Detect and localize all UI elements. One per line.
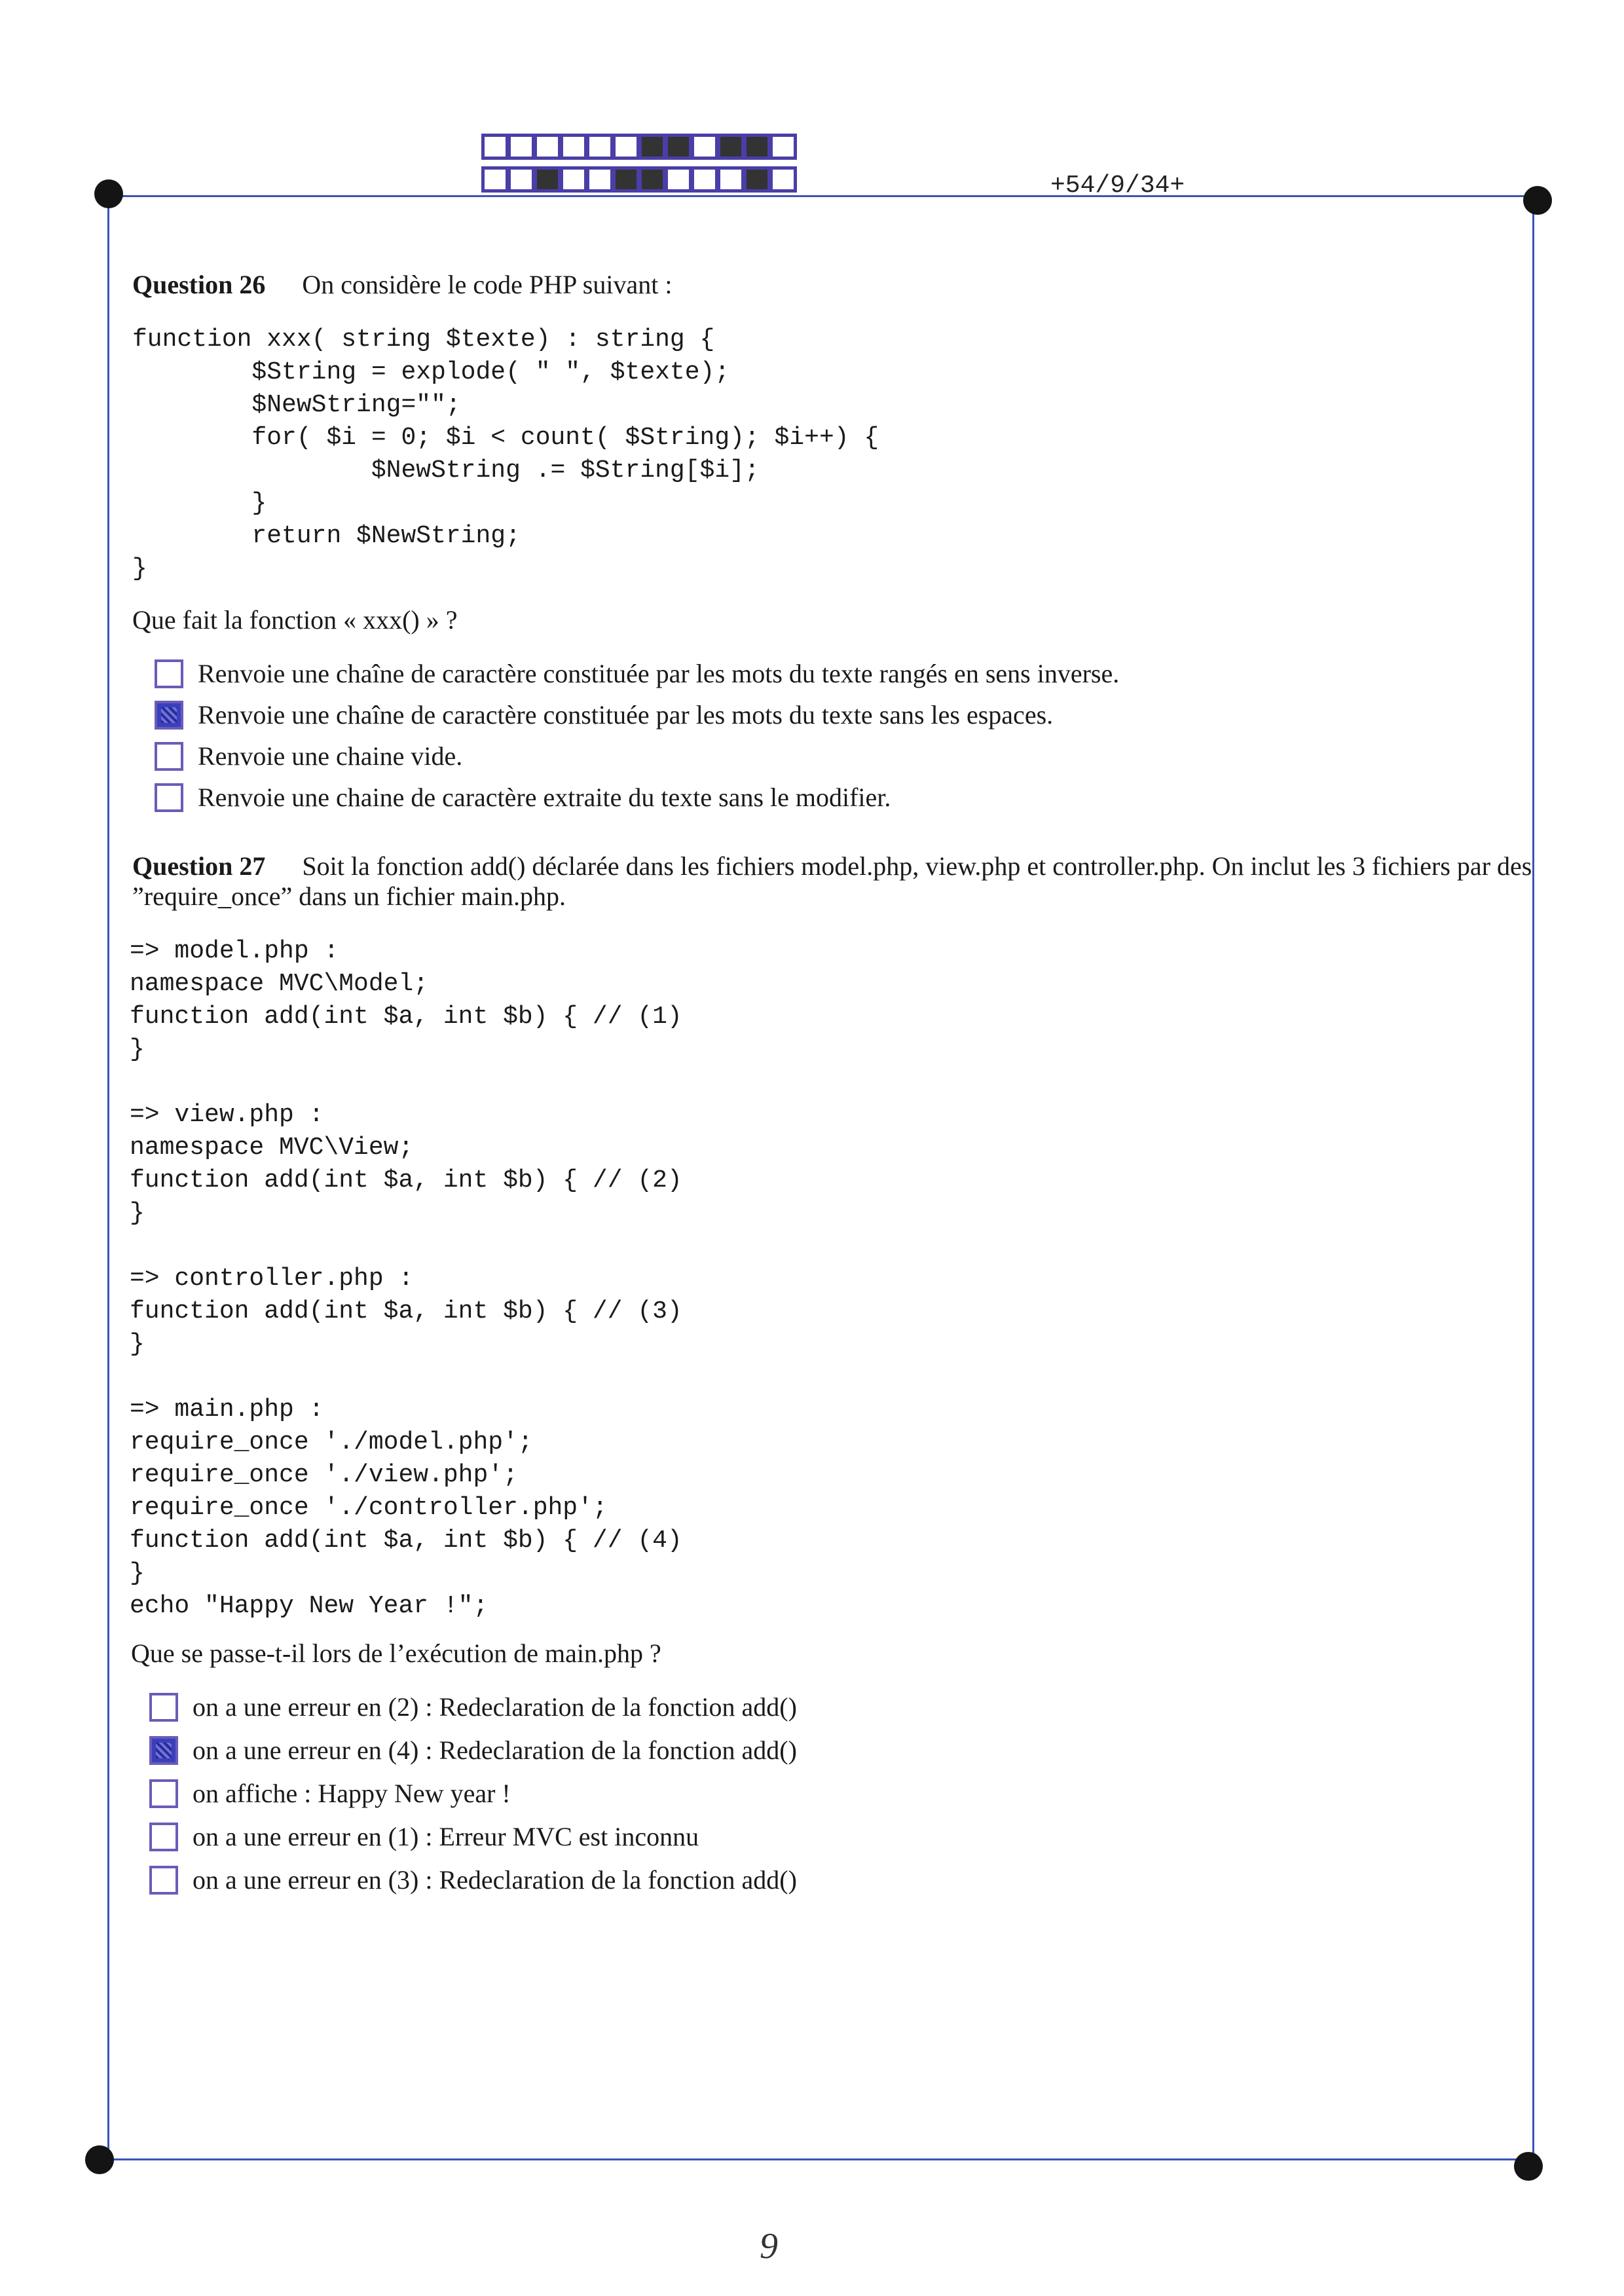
id-box — [769, 134, 797, 160]
answer-option[interactable] — [149, 1865, 797, 1895]
checkbox[interactable] — [149, 1823, 178, 1851]
answer-text: on affiche : Happy New year ! — [193, 1779, 511, 1808]
id-box — [691, 166, 718, 193]
question-27-statement: Soit la fonction add() déclarée dans les fichiers model.php, view.php et controller.php. On inclut les 3 fichiers par des ”require_once” dans un fichier main.php. — [132, 851, 1532, 911]
answer-text: on a une erreur en (4) : Redeclaration de la fonction add() — [193, 1735, 797, 1765]
id-box — [638, 166, 666, 193]
id-box — [665, 166, 692, 193]
answer-option[interactable] — [149, 1692, 797, 1722]
question-26-statement: On considère le code PHP suivant : — [302, 270, 673, 299]
question-26-prompt: Que fait la fonction « xxx() » ? — [132, 605, 458, 635]
checked-checkbox[interactable] — [155, 701, 183, 730]
answer-option[interactable] — [155, 741, 462, 771]
answer-option[interactable] — [149, 1735, 797, 1766]
answer-option[interactable] — [155, 783, 891, 813]
id-box — [612, 166, 640, 193]
id-box-row-1 — [481, 134, 796, 160]
id-box-row-2 — [481, 166, 796, 193]
answer-text: Renvoie une chaine de caractère extraite du texte sans le modifier. — [198, 783, 891, 812]
answer-text: Renvoie une chaine vide. — [198, 741, 463, 771]
checkbox[interactable] — [149, 1693, 178, 1722]
answer-option[interactable] — [155, 659, 1119, 689]
id-box — [691, 134, 718, 160]
id-box — [534, 134, 561, 160]
corner-marker-top-right — [1523, 186, 1552, 215]
checkbox[interactable] — [155, 742, 183, 771]
corner-marker-bottom-right — [1514, 2152, 1543, 2181]
question-27-header — [132, 851, 1540, 912]
checked-checkbox[interactable] — [149, 1736, 178, 1765]
answer-text: on a une erreur en (1) : Erreur MVC est inconnu — [193, 1822, 699, 1851]
corner-marker-top-left — [94, 179, 123, 208]
answer-option[interactable] — [149, 1779, 511, 1809]
id-box — [481, 134, 509, 160]
answer-text: on a une erreur en (3) : Redeclaration de la fonction add() — [193, 1865, 797, 1895]
id-box — [717, 166, 745, 193]
question-27-code: => model.php : namespace MVC\Model; function add(int $a, int $b) { // (1) } => view.php : namespace MVC\View; function add(int $a, int $b) { // (2) } => controller.php : function add(int $a, int $b) { // (3) } => main.php : require_once './model.php'; require_once './view.php'; require_once './controller.php'; function add(int $a, int $b) { // (4) } echo "Happy New Year !"; — [130, 937, 682, 1620]
id-box — [612, 134, 640, 160]
checkbox[interactable] — [155, 659, 183, 688]
frame-bottom-line — [101, 2158, 1528, 2160]
id-box — [586, 134, 614, 160]
answer-option[interactable] — [149, 1822, 699, 1852]
id-box — [481, 166, 509, 193]
id-box — [743, 134, 771, 160]
answer-text: Renvoie une chaîne de caractère constituée par les mots du texte rangés en sens inverse. — [198, 659, 1120, 688]
frame-right-line — [1532, 200, 1534, 2160]
id-box — [507, 134, 535, 160]
id-box — [743, 166, 771, 193]
id-box — [560, 166, 587, 193]
question-26-code: function xxx( string $texte) : string { $String = explode( " ", $texte); $NewString=""; for( $i = 0; $i < count( $String); $i++) { $NewString .= $String[$i]; } return $NewString; } — [132, 325, 879, 583]
frame-top-line — [109, 195, 1536, 197]
checkbox[interactable] — [155, 783, 183, 812]
answer-text: on a une erreur en (2) : Redeclaration de la fonction add() — [193, 1692, 797, 1722]
checkbox[interactable] — [149, 1779, 178, 1808]
corner-marker-bottom-left — [85, 2145, 114, 2174]
id-box — [586, 166, 614, 193]
id-box — [769, 166, 797, 193]
id-box — [560, 134, 587, 160]
question-27-prompt: Que se passe-t-il lors de l’exécution de main.php ? — [131, 1639, 661, 1668]
id-box — [507, 166, 535, 193]
question-26-number: Question 26 — [132, 270, 266, 299]
question-27-number: Question 27 — [132, 851, 266, 881]
answer-text: Renvoie une chaîne de caractère constituée par les mots du texte sans les espaces. — [198, 700, 1054, 730]
page-number: 9 — [760, 2226, 778, 2267]
id-box — [534, 166, 561, 193]
checkbox[interactable] — [149, 1866, 178, 1895]
page-id: +54/9/34+ — [1050, 172, 1185, 200]
question-26-header — [132, 270, 1540, 300]
id-box — [638, 134, 666, 160]
answer-option[interactable] — [155, 700, 1053, 730]
id-box — [717, 134, 745, 160]
frame-left-line — [107, 195, 109, 2158]
id-box — [665, 134, 692, 160]
